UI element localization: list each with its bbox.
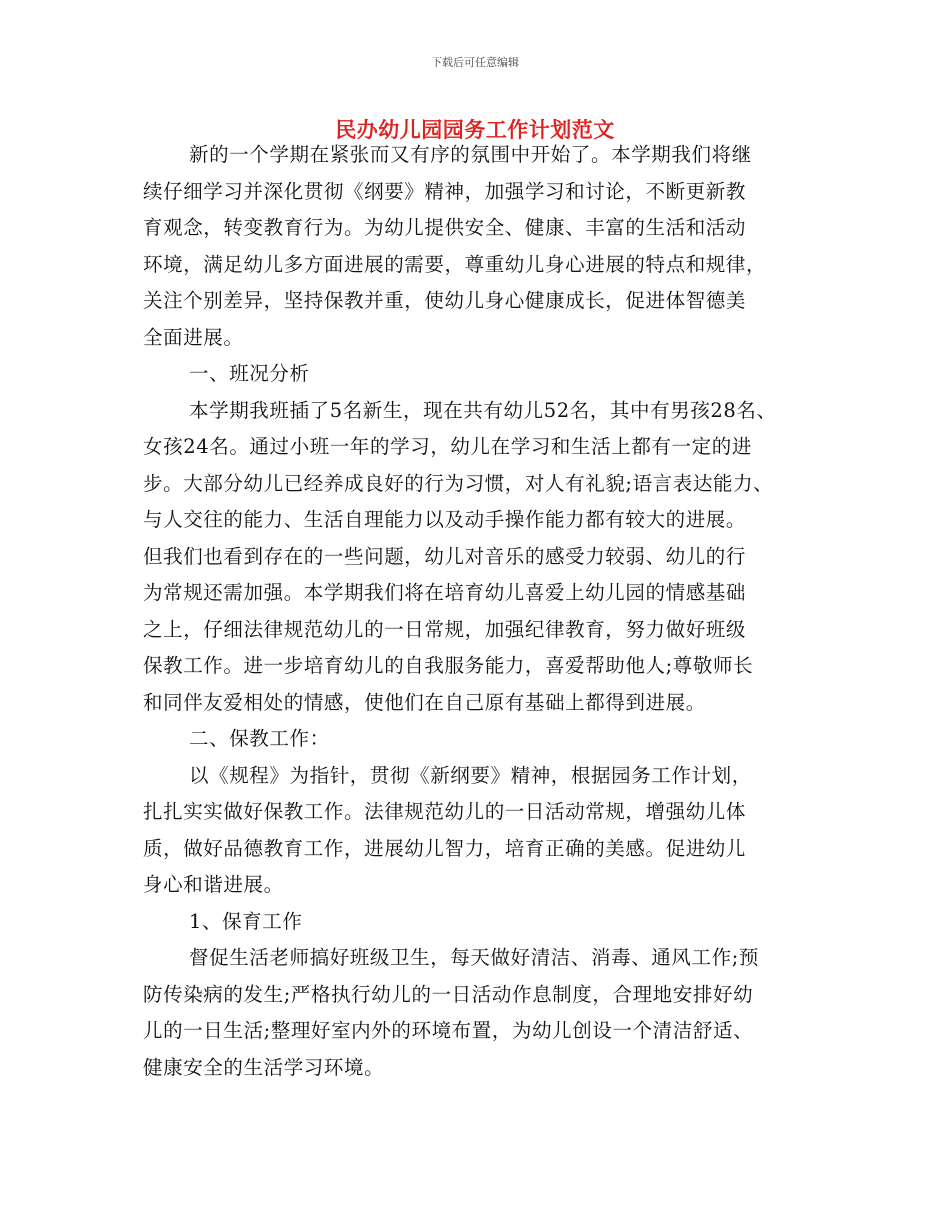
text-line: 1、保育工作 [189, 909, 303, 933]
text-line: 为常规还需加强。本学期我们将在培育幼儿喜爱上幼儿园的情感基础 [143, 581, 747, 604]
text-line: 全面进展。 [143, 325, 244, 349]
text-line: 环境，满足幼儿多方面进展的需要，尊重幼儿身心进展的特点和规律， [143, 252, 767, 276]
text-line: 和同伴友爱相处的情感，使他们在自己原有基础上都得到进展。 [143, 690, 706, 714]
document-title: 民办幼儿园园务工作计划范文 [335, 118, 615, 142]
text-line: 但我们也看到存在的一些问题，幼儿对音乐的感受力较弱、幼儿的行 [143, 544, 747, 568]
text-line: 二、保教工作： [189, 727, 330, 750]
text-line: 健康安全的生活学习环境。 [143, 1055, 385, 1079]
text-line: 与人交往的能力、生活自理能力以及动手操作能力都有较大的进展。 [143, 508, 747, 531]
text-line: 一、班况分析 [189, 362, 310, 385]
text-line: 保教工作。进一步培育幼儿的自我服务能力，喜爱帮助他人;尊敬师长 [143, 654, 754, 677]
text-line: 本学期我班插了5名新生，现在共有幼儿52名，其中有男孩28名、 [189, 398, 777, 422]
header-note: 下载后可任意编辑 [431, 56, 519, 69]
text-line: 续仔细学习并深化贯彻《纲要》精神，加强学习和讨论，不断更新教 [143, 179, 747, 203]
text-line: 身心和谐进展。 [143, 873, 284, 896]
text-line: 女孩24名。通过小班一年的学习，幼儿在学习和生活上都有一定的进 [143, 435, 752, 458]
text-line: 以《规程》为指针，贯彻《新纲要》精神，根据园务工作计划， [189, 763, 752, 787]
text-line: 新的一个学期在紧张而又有序的氛围中开始了。本学期我们将继 [189, 143, 752, 166]
text-line: 之上，仔细法律规范幼儿的一日常规，加强纪律教育，努力做好班级 [143, 617, 747, 641]
text-line: 防传染病的发生;严格执行幼儿的一日活动作息制度，合理地安排好幼 [143, 982, 754, 1006]
document-body [143, 137, 823, 1086]
text-line: 关注个别差异，坚持保教并重，使幼儿身心健康成长，促进体智德美 [143, 289, 747, 312]
text-line: 督促生活老师搞好班级卫生，每天做好清洁、消毒、通风工作;预 [189, 946, 759, 969]
text-line: 儿的一日生活;整理好室内外的环境布置，为幼儿创设一个清洁舒适、 [143, 1019, 754, 1042]
text-line: 质，做好品德教育工作，进展幼儿智力，培育正确的美感。促进幼儿 [143, 836, 747, 860]
text-line: 育观念，转变教育行为。为幼儿提供安全、健康、丰富的生活和活动 [143, 216, 747, 239]
text-line: 步。大部分幼儿已经养成良好的行为习惯，对人有礼貌;语言表达能力、 [143, 471, 774, 495]
text-line: 扎扎实实做好保教工作。法律规范幼儿的一日活动常规，增强幼儿体 [143, 800, 747, 823]
